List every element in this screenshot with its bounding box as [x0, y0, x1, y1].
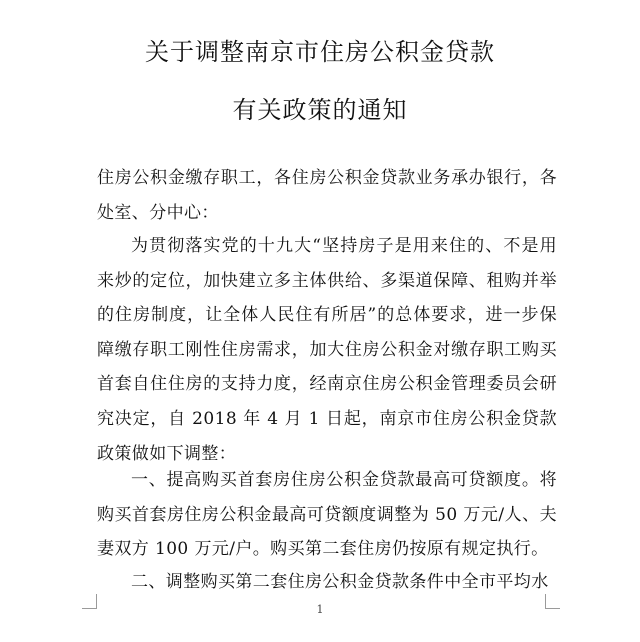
paragraph-item-2: 二、调整购买第二套住房公积金贷款条件中全市平均水: [131, 572, 549, 592]
paragraph-intro: 为贯彻落实党的十九大“坚持房子是用来住的、不是用来炒的定位，加快建立多主体供给、多渠道保障、租购并举的住房制度，让全体人民住有所居”的总体要求，进一步保障缴存职工刚性住房需求，加大住房公积金对缴存职工购买首套自住住房的支持力度，经南京住房公积金管理委员会研究决定，自 2018 年 4 月 1 日起，南京市住房公积金贷款政策做如下调整：: [97, 236, 557, 464]
document-title-line-2: 有关政策的通知: [232, 96, 408, 124]
paragraph-item-1: 一、提高购买首套房住房公积金贷款最高可贷额度。将购买首套房住房公积金最高可贷额度调整为 50 万元/人、夫妻双方 100 万元/户。购买第二套住房仍按原有规定执行。: [97, 470, 557, 560]
document-title-line-1: 关于调整南京市住房公积金贷款: [145, 38, 495, 66]
salutation: 住房公积金缴存职工，各住房公积金贷款业务承办银行，各处室、分中心：: [97, 168, 557, 223]
page-number: 1: [316, 603, 324, 616]
